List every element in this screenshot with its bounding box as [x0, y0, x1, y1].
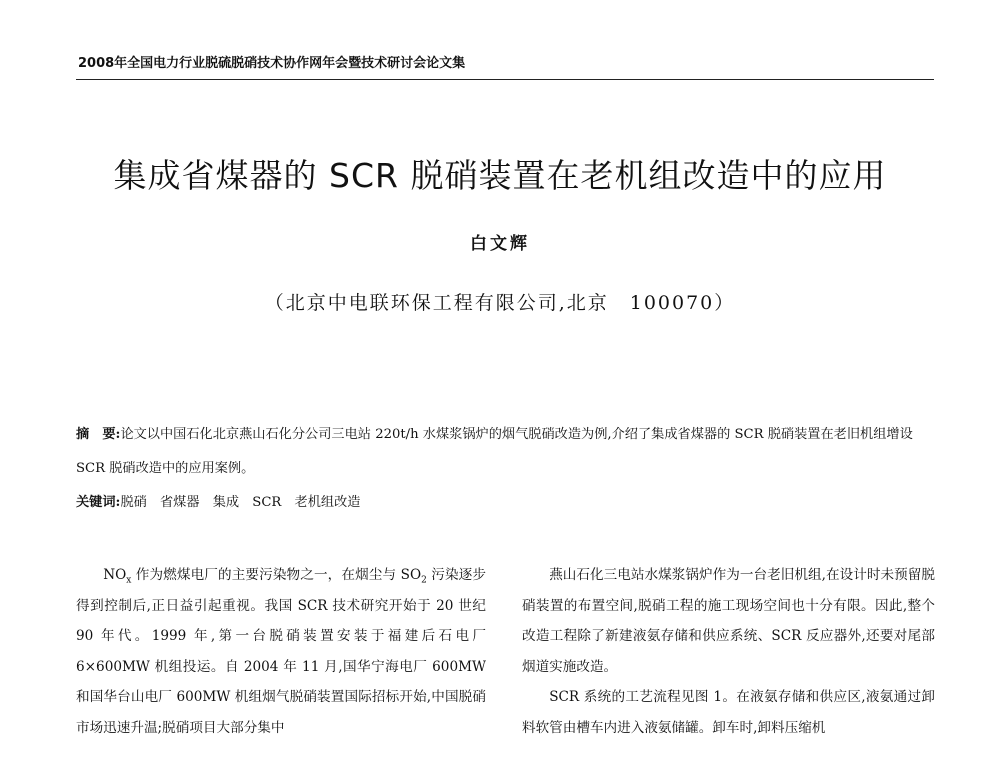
keywords — [76, 488, 938, 518]
author-affiliation: （北京中电联环保工程有限公司,北京 100070） — [264, 292, 736, 314]
keywords-label: 关键词: — [76, 495, 121, 510]
text-run: NO — [103, 567, 127, 583]
body-paragraph: SCR 系统的工艺流程见图 1。在液氨存储和供应区,液氨通过卸料软管由槽车内进入液氨储罐。卸车时,卸料压缩机 — [522, 689, 935, 736]
body-column-right — [522, 560, 935, 744]
header-rule — [76, 79, 934, 80]
body-column-left — [76, 560, 486, 744]
body-paragraph: 燕山石化三电站水煤浆锅炉作为一台老旧机组,在设计时未预留脱硝装置的布置空间,脱硝工程的施工现场空间也十分有限。因此,整个改造工程除了新建液氨存储和供应系统、SCR 反应器外,还要对尾部烟道实施改造。 — [522, 567, 935, 675]
running-header: 2008年全国电力行业脱硫脱硝技术协作网年会暨技术研讨会论文集 — [78, 56, 466, 71]
body-paragraph — [76, 560, 486, 744]
text-run: 作为燃煤电厂的主要污染物之一，在烟尘与 SO — [131, 567, 422, 583]
paper-title: 集成省煤器的 SCR 脱硝装置在老机组改造中的应用 — [113, 156, 887, 195]
subscript: x — [126, 575, 132, 586]
author-name: 白文辉 — [470, 234, 530, 254]
subscript: 2 — [421, 575, 427, 586]
abstract-text: 论文以中国石化北京燕山石化分公司三电站 220t/h 水煤浆锅炉的烟气脱硝改造为例,介绍了集成省煤器的 SCR 脱硝装置在老旧机组增设 SCR 脱硝改造中的应用案例。 — [76, 427, 913, 476]
keywords-text: 脱硝 省煤器 集成 SCR 老机组改造 — [120, 495, 361, 510]
abstract-label: 摘 要: — [76, 427, 121, 442]
abstract — [76, 418, 938, 486]
text-run: 污染逐步得到控制后,正日益引起重视。我国 SCR 技术研究开始于 20 世纪 90 年代。1999 年,第一台脱硝装置安装于福建后石电厂 6×600MW 机组投运。自 2004 年 11 月,国华宁海电厂 600MW 和国华台山电厂 600MW 机组烟气脱硝装置国际招标开始,中国脱硝市场迅速升温;脱硝项目大部分集中 — [76, 567, 486, 736]
